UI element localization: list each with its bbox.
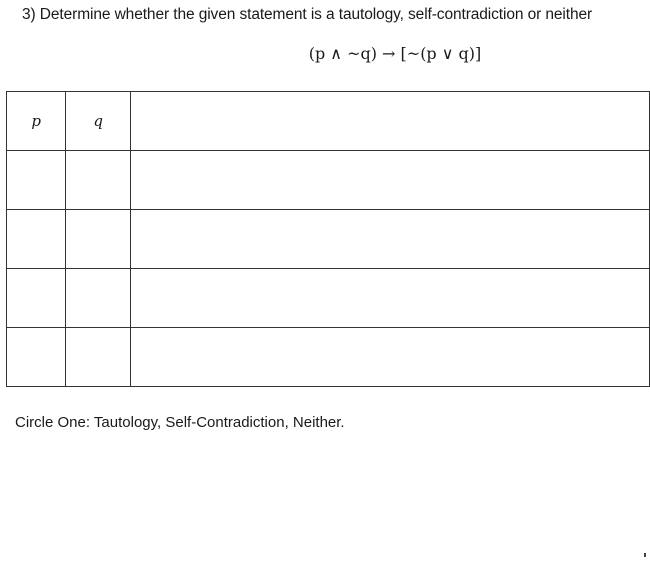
question-text: 3) Determine whether the given statement is a tautology, self-contradiction or neither [22,6,593,23]
cell-q[interactable] [66,269,130,328]
cell-q[interactable] [66,151,130,210]
cell-expression[interactable] [130,328,649,387]
cell-p[interactable] [7,269,66,328]
table-row [7,151,650,210]
cell-expression[interactable] [130,151,649,210]
cell-q[interactable] [66,210,130,269]
truth-table [6,91,650,387]
header-expression [130,92,649,151]
logic-formula: (p ∧ ~q) → [~(p ∨ q)] [308,44,482,63]
cell-expression[interactable] [130,269,649,328]
cell-expression[interactable] [130,210,649,269]
table-row [7,269,650,328]
table-row [7,210,650,269]
answer-prompt: Circle One: Tautology, Self-Contradiction, Neither. [15,414,345,431]
header-p: p [7,92,66,151]
table-row [7,328,650,387]
cell-p[interactable] [7,151,66,210]
cell-q[interactable] [66,328,130,387]
header-q: q [66,92,130,151]
edge-mark [644,553,650,557]
cell-p[interactable] [7,328,66,387]
cell-p[interactable] [7,210,66,269]
table-header-row [7,92,650,151]
